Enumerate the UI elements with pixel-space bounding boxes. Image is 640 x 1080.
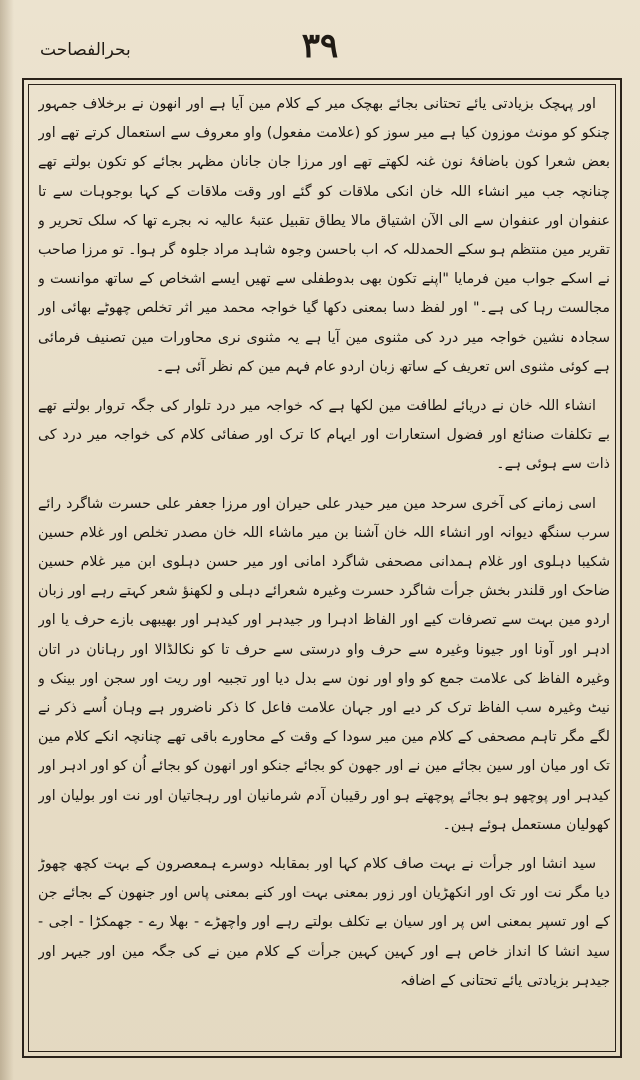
paragraph: اور پہچک بزیادتی یائے تحتانی بجائے بھچک میر کے کلام مین آیا ہے اور انھون نے برخلاف جمہور چنکو کو مونث موزون کیا ہے میر سوز کو (علامت مفعول) واو معروف سے استعمال کرتے تھے اور بعض شعرا کون باضافۂ نون غنہ لکھتے تھے اور مرزا جان جانان مظہر بجائے کو تکون بولتے تھے چنانچہ جب میر انشاء اللہ خان انکی ملاقات کو گئے اور وقت ملاقات کے کہا بوجوہات سے تا عنفوان اور عنفوان سے الی الآن اشتیاق مالا یطاق تقبیل عتبۂ عالیہ نہ بجرے تھا کہ سلک تحریر و تقریر مین منتظم ہو سکے الحمدللہ کہ اب باحسن وجوہ شاہد مراد جلوہ گر ہوا۔ تو مرزا صاحب نے اسکے جواب مین فرمایا "اپنے تکون بھی بدوطفلی سے تھیں ایسے اشخاص کے ساتھ موانست و مجالست رہا کی ہے۔" اور لفظ دسا بمعنی دکھا گیا خواجہ محمد میر اثر تخلص چھوٹے بھائی اور سجادہ نشین خواجہ میر درد کی مثنوی مین آیا ہے یہ مثنوی نری محاورات مین تصنیف فرمائی ہے کوئی مثنوی اس تعریف کے ساتھ زبان اردو عام فہم مین کم نظر آئی ہے۔ [38, 96, 610, 375]
running-head: بحرالفصاحت [40, 40, 131, 60]
page-header [18, 22, 622, 80]
body-text [38, 90, 610, 1050]
paragraph: اسی زمانے کی آخری سرحد مین میر حیدر علی حیران اور مرزا جعفر علی حسرت شاگرد رائے سرب سنگھ دیوانہ اور انشاء اللہ خان آشنا بن میر ماشاء اللہ خان مصدر تخلص اور غلام حسین شکیبا دہلوی اور غلام ہمدانی مصحفی شاگرد امانی اور میر حسن دہلوی ابن میر غلام حسین ضاحک اور قلندر بخش جرأت شاگرد حسرت وغیرہ شعرائے دہلی و لکھنؤ شعر کہتے رہے اور زبان اردو مین بہت سے تصرفات کیے اور الفاظ ادہرا ور جیدہر اور کیدہر اور بھیبھی بازے حرف یا اور ادہر اور آونا اور جیونا وغیرہ سے حرف واو درستی سے حرف تا کو نکالڈالا اور رہانان در اتان وغیرہ الفاظ کی علامت جمع کو واو اور نون سے بدل دیا اور تجبیہ اور ریت اور سجن اور بینک و نیٹ وغیرہ سب الفاظ ترک کر دیے اور جہان علامت فاعل کا ذکر ناضرور ہے وہان اُسے ذکر نے لگے مگر تاہم مصحفی کے کلام مین میر سودا کے وقت کے محاورے باقی تھے چنانچہ انکے کلام مین تک اور میان اور سین بجائے مین نے اور جھون کو بجائے جنکو اور انھون کو بجائے اُن کو اور ادہر اور کیدہر اور پوچھو ہو بجائے پوچھتے ہو اور رقیبان آدم شرمانیان اور رہجاتیان اور نت اور بولیان اور کھولیان مستعمل ہوئے ہین۔ [38, 495, 610, 833]
paragraph: انشاء اللہ خان نے دریائے لطافت مین لکھا ہے کہ خواجہ میر درد تلوار کی جگہ تروار بولتے تھے بے تکلفات صنائع اور فضول استعارات اور ایہام کا ترک اور صفائی کلام کی خواجہ میر درد کی ذات سے ہوئی ہے۔ [38, 398, 610, 473]
binding-shadow [0, 0, 14, 1080]
paragraph: سید انشا اور جرأت نے بہت صاف کلام کہا اور بمقابلہ دوسرے ہمعصرون کے بہت کچھ چھوڑ دیا مگر نت اور تک اور انکھڑیان اور زور بمعنی بہت اور کنے بمعنی پاس اور جنھون کے بجائے جن کے اور تسپر بمعنی اس پر اور سیان بے تکلف بولتے رہے اور واچھڑے - بھلا رے - جھمکڑا - اجی - سید انشا کا انداز خاص ہے اور کہین کہین جرأت کے کلام مین نے کی جگہ مین اور جیہر اور جیدہر بزیادتی یائے تحتانی کے اضافہ [38, 856, 610, 989]
page-number: ۳۹ [301, 26, 339, 66]
